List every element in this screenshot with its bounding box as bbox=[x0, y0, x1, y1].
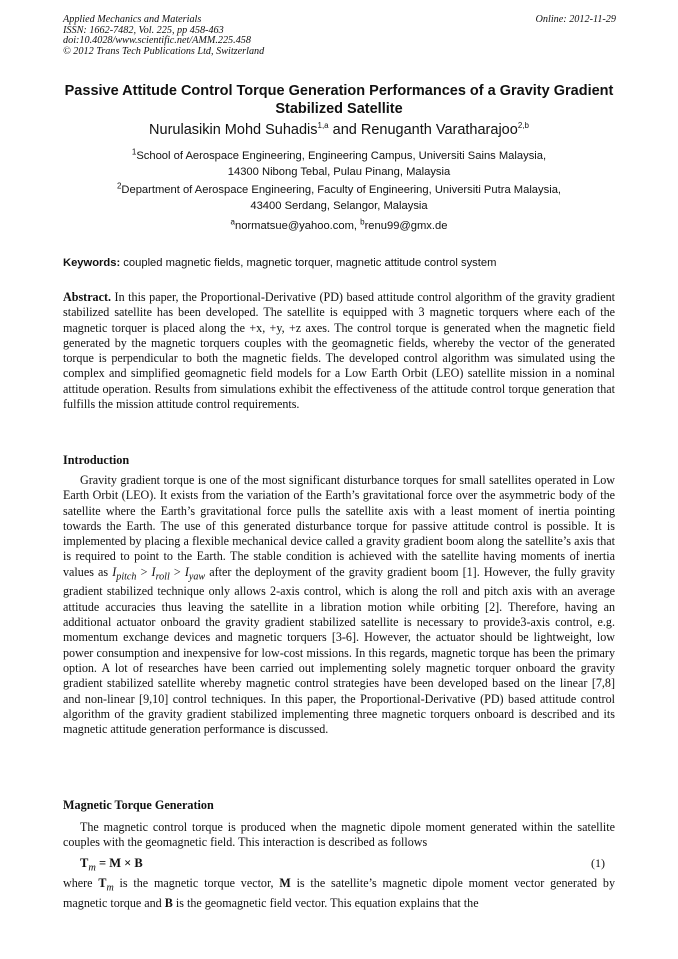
abstract bbox=[63, 290, 615, 412]
where-torque: T bbox=[98, 876, 107, 890]
i-yaw: I bbox=[184, 564, 189, 579]
magnetic-heading: Magnetic Torque Generation bbox=[63, 798, 214, 812]
aff2-line2: 43400 Serdang, Selangor, Malaysia bbox=[250, 199, 428, 212]
email-line bbox=[50, 219, 628, 234]
i-roll: I bbox=[151, 564, 156, 579]
equation-number: (1) bbox=[591, 856, 605, 870]
email-b-sup: b bbox=[360, 217, 365, 227]
aff1-sup: 1 bbox=[131, 147, 137, 157]
eq-torque-sub: m bbox=[88, 862, 96, 874]
introduction-heading: Introduction bbox=[63, 453, 130, 467]
where-paragraph bbox=[63, 876, 615, 911]
journal-name: Applied Mechanics and Materials bbox=[63, 14, 202, 25]
equation-1 bbox=[80, 855, 605, 877]
i-roll-sub: roll bbox=[155, 571, 170, 583]
paper-title: Passive Attitude Control Torque Generation Performances of a Gravity Gradient Stabilized Satellite bbox=[64, 83, 614, 117]
where-b: is the magnetic torque vector, bbox=[113, 876, 280, 890]
affiliation-1 bbox=[50, 149, 628, 180]
where-d: is the geomagnetic field vector. This equation explains that the bbox=[172, 895, 479, 910]
author-1: Nurulasikin Mohd Suhadis bbox=[149, 122, 318, 138]
where-torque-sub: m bbox=[106, 882, 114, 894]
email-a[interactable]: normatsue@yahoo.com, bbox=[234, 220, 361, 232]
i-pitch-sub: pitch bbox=[116, 571, 137, 583]
affiliation-2 bbox=[50, 183, 628, 214]
author-line bbox=[50, 121, 628, 139]
online-date: Online: 2012-11-29 bbox=[535, 14, 616, 25]
keywords-label: Keywords: bbox=[63, 257, 121, 269]
where-a: where bbox=[63, 876, 99, 890]
author-2-sup: 2,b bbox=[517, 121, 529, 131]
author-1-sup: 1,a bbox=[317, 121, 329, 131]
aff2-line1: Department of Aerospace Engineering, Faculty of Engineering, Universiti Putra Malaysia, bbox=[121, 184, 562, 196]
i-yaw-sub: yaw bbox=[188, 571, 206, 583]
abstract-text: In this paper, the Proportional-Derivative (PD) based attitude control algorithm of the gravity gradient stabilized satellite has been developed. The satellite is equipped with 3 magnetic torquers where each of the magnetic torquer is placed along the +x, +y, +z axes. The control torque is generated when the magnetic field generated by the magnetic torquers couples with the geomagnetic fields, whereby the vector of the generated torque is perpendicular to both the magnetic fields. The developed control algorithm was simulated using the complex and simplified geomagnetic field models for a Low Earth Orbit (LEO) satellite mission in a nominal attitude operation. Results from simulations exhibit the effectiveness of the attitude control torque generation that fulfills the mission attitude control requirements. bbox=[63, 290, 615, 412]
aff2-sup: 2 bbox=[116, 181, 122, 191]
keywords bbox=[63, 256, 616, 270]
where-field: B bbox=[164, 895, 173, 910]
copyright-line: © 2012 Trans Tech Publications Ltd, Switzerland bbox=[63, 45, 265, 57]
author-and: and bbox=[328, 122, 361, 138]
email-b[interactable]: renu99@gmx.de bbox=[364, 220, 448, 232]
gt-1: > bbox=[136, 564, 152, 579]
aff1-line2: 14300 Nibong Tebal, Pulau Pinang, Malaysia bbox=[227, 165, 451, 178]
email-a-sup: a bbox=[230, 217, 235, 227]
doi-line: doi:10.4028/www.scientific.net/AMM.225.458 bbox=[63, 35, 251, 47]
i-pitch: I bbox=[112, 564, 117, 579]
issn-line: ISSN: 1662-7482, Vol. 225, pp 458-463 bbox=[63, 24, 224, 36]
abstract-label: Abstract. bbox=[63, 290, 112, 304]
where-dipole: M bbox=[279, 876, 291, 890]
where-c: is the satellite’s magnetic dipole moment vector generated by magnetic torque and bbox=[63, 876, 615, 910]
journal-header bbox=[63, 15, 616, 57]
eq-rest: = M × B bbox=[95, 856, 143, 870]
intro-text-b: after the deployment of the gravity gradient boom [1]. However, the fully gravity gradient stabilized technique only allows 2-axis control, which is along the roll and pitch axis with an average attitude accuracies thus leaving the satellite in a libration motion while orbiting [2]. Therefore, having an additional actuator onboard the gravity gradient stabilized satellite is necessary to provide3-axis control, e.g. momentum exchange devices and magnetic torquers [3-6]. However, the actuator should be lightweight, low power consumption and inexpensive for low-cost missions. In this regards, magnetic torque has been the primary option. A lot of researches have been carried out implementing solely magnetic torquer onboard the gravity gradient stabilized satellite whereby magnetic control strategies have been developed based on the linear [7,8] and non-linear [9,10] control techniques. In this paper, the Proportional-Derivative (PD) based attitude control algorithm of the gravity gradient stabilized implementing three magnetic torquers onboard is described and its magnetic attitude generation performance is discussed. bbox=[63, 564, 615, 737]
intro-text-a: Gravity gradient torque is one of the most significant disturbance torques for small satellites operated in Low Earth Orbit (LEO). It exists from the variation of the Earth’s gravitational force over the asymmetric body of the satellite where the Earth’s gravitational force pulls the satellite axis with a least moment of inertia pointing towards the Earth. The use of this generated disturbance torque for passive attitude control is possible. It is implemented by placing a flexible mechanical device called a gravity gradient boom along the satellite’s axis that is required to point to the Earth. The stable condition is achieved with the satellite having moments of inertia values as bbox=[63, 473, 615, 579]
keywords-text: coupled magnetic fields, magnetic torquer, magnetic attitude control system bbox=[120, 257, 497, 269]
magnetic-paragraph: The magnetic control torque is produced when the magnetic dipole moment generated within the satellite couples with the geomagnetic field. This interaction is described as follows bbox=[63, 820, 615, 850]
eq-torque: T bbox=[80, 856, 89, 870]
author-2: Renuganth Varatharajoo bbox=[360, 122, 518, 138]
introduction-paragraph bbox=[63, 473, 615, 737]
gt-2: > bbox=[169, 564, 185, 579]
aff1-line1: School of Aerospace Engineering, Engineering Campus, Universiti Sains Malaysia, bbox=[136, 150, 547, 162]
